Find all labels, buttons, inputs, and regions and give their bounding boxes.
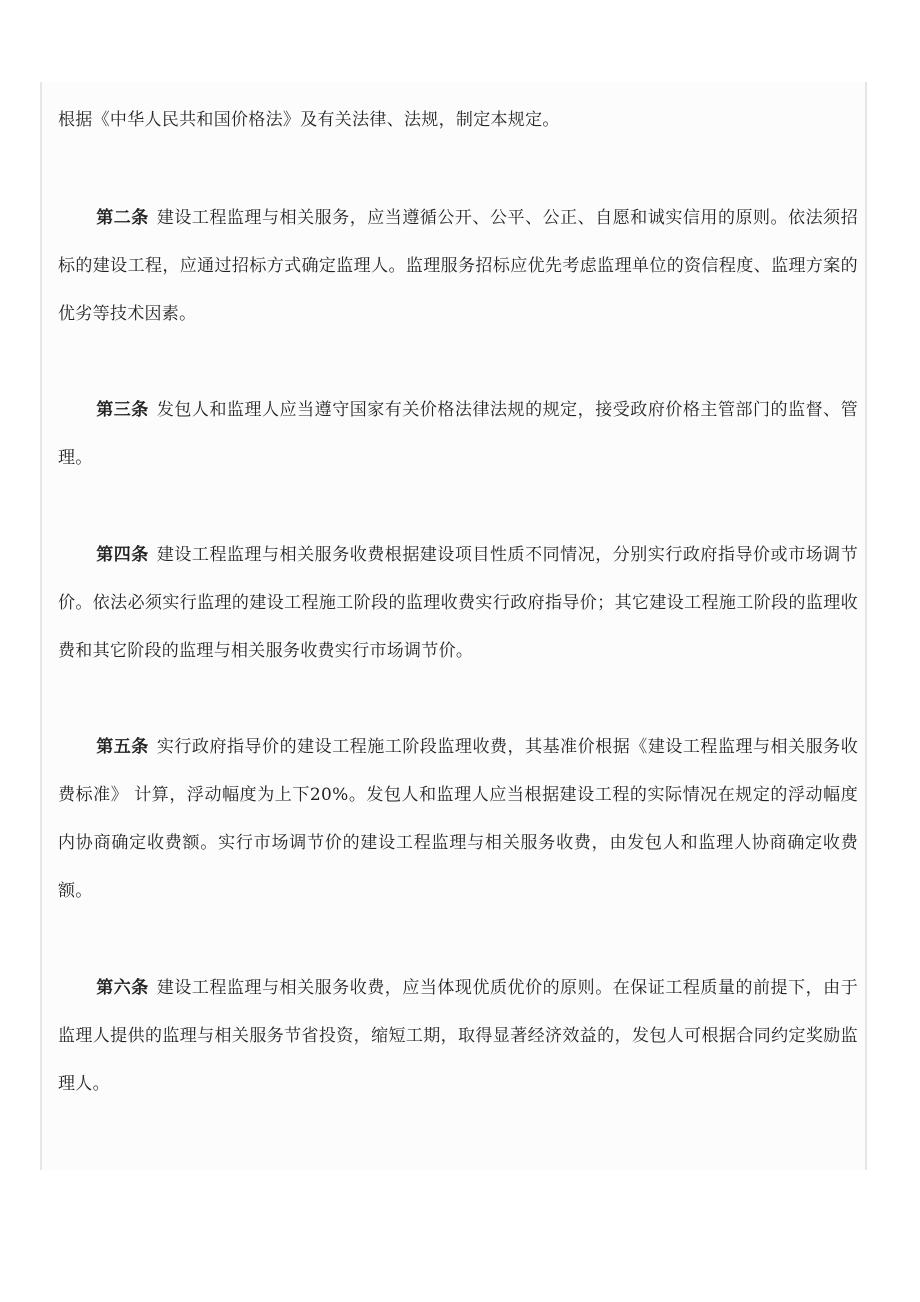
intro-paragraph [58,96,858,144]
article-6-number: 第六条 [96,978,149,998]
article-4-paragraph [58,531,858,675]
article-6-paragraph [58,964,858,1108]
article-3-text: 发包人和监理人应当遵守国家有关价格法律法规的规定，接受政府价格主管部门的监督、管理。 [58,400,858,468]
article-5-text: 实行政府指导价的建设工程施工阶段监理收费，其基准价根据《建设工程监理与相关服务收费标准》 计算，浮动幅度为上下20%。发包人和监理人应当根据建设工程的实际情况在规定的浮动幅度内协商确定收费额。实行市场调节价的建设工程监理与相关服务收费，由发包人和监理人协商确定收费额。 [58,737,858,901]
article-5-number: 第五条 [96,737,149,757]
article-4-number: 第四条 [96,545,149,565]
document-panel [40,82,867,1170]
article-3-paragraph [58,386,858,482]
article-2-paragraph [58,194,858,338]
intro-text: 根据《中华人民共和国价格法》及有关法律、法规，制定本规定。 [58,110,560,130]
article-3-number: 第三条 [96,400,149,420]
article-2-number: 第二条 [96,208,149,228]
article-4-text: 建设工程监理与相关服务收费根据建设项目性质不同情况，分别实行政府指导价或市场调节价。依法必须实行监理的建设工程施工阶段的监理收费实行政府指导价；其它建设工程施工阶段的监理收费和其它阶段的监理与相关服务收费实行市场调节价。 [58,545,858,661]
article-5-paragraph [58,723,858,915]
article-2-text: 建设工程监理与相关服务，应当遵循公开、公平、公正、自愿和诚实信用的原则。依法须招标的建设工程，应通过招标方式确定监理人。监理服务招标应优先考虑监理单位的资信程度、监理方案的优劣等技术因素。 [58,208,858,324]
article-6-text: 建设工程监理与相关服务收费，应当体现优质优价的原则。在保证工程质量的前提下，由于监理人提供的监理与相关服务节省投资，缩短工期，取得显著经济效益的，发包人可根据合同约定奖励监理人。 [58,978,858,1094]
